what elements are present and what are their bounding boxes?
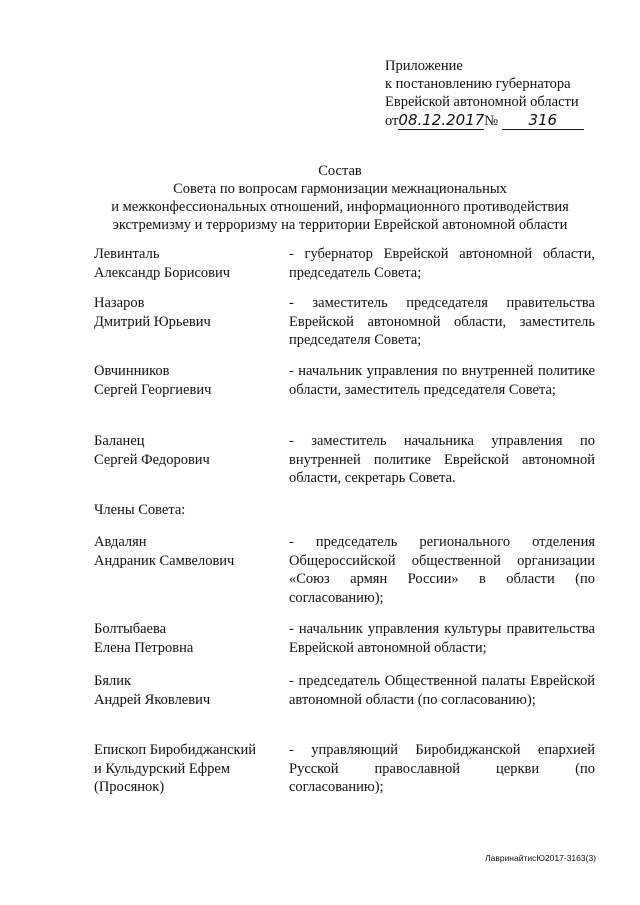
member-name: [94, 533, 274, 570]
member-name: [94, 432, 274, 469]
member-role: - заместитель председателя правительства Еврейской автономной области, заместитель председателя Совета;: [289, 295, 595, 348]
member-name-extra: (Просянок): [94, 779, 165, 795]
member-surname: Бялик: [94, 673, 132, 689]
member-role: - заместитель начальника управления по внутренней политике Еврейской автономной области, секретарь Совета.: [289, 433, 595, 486]
member-surname: Овчинников: [94, 363, 170, 379]
appendix-line-1: Приложение: [385, 58, 463, 74]
member-surname: Левинталь: [94, 246, 160, 262]
member-given-names: и Кульдурский Ефрем: [94, 760, 231, 777]
member-role: - председатель регионального отделения Общероссийской общественной организации «Союз армян России» в области (по согласованию);: [289, 534, 595, 606]
member-role: - управляющий Биробиджанской епархией Русской православной церкви (по согласованию);: [289, 742, 595, 795]
appendix-line-3: Еврейской автономной области: [385, 94, 579, 110]
appendix-line-2: к постановлению губернатора: [385, 76, 571, 92]
member-surname: Епископ Биробиджанский: [94, 742, 257, 758]
title-line-1: Состав: [318, 163, 362, 179]
members-heading: Члены Совета:: [94, 502, 186, 518]
member-surname: Назаров: [94, 295, 145, 311]
appendix-block: [385, 57, 584, 130]
member-surname: Болтыбаева: [94, 621, 167, 637]
member-name: [94, 294, 274, 331]
member-given-names: Сергей Георгиевич: [94, 381, 212, 398]
title-line-3: и межконфессиональных отношений, информационного противодействия: [111, 199, 569, 215]
member-role: - начальник управления по внутренней политике области, заместитель председателя Совета;: [289, 363, 595, 398]
member-role: - губернатор Еврейской автономной области, председатель Совета;: [289, 246, 595, 281]
title-line-4: экстремизму и терроризму на территории Еврейской автономной области: [112, 217, 568, 233]
member-surname: Баланец: [94, 433, 145, 449]
member-given-names: Елена Петровна: [94, 639, 194, 656]
member-name: [94, 741, 274, 797]
document-title: [70, 162, 610, 234]
document-footer-code: ЛавринайтисЮ2017-3163(3): [485, 853, 596, 863]
handwritten-date: 08.12.2017: [398, 111, 485, 129]
member-name: [94, 672, 274, 709]
member-given-names: Сергей Федорович: [94, 451, 210, 468]
member-given-names: Александр Борисович: [94, 264, 231, 281]
member-role: - председатель Общественной палаты Еврейской автономной области (по согласованию);: [289, 673, 595, 708]
member-role: - начальник управления культуры правительства Еврейской автономной области;: [289, 621, 595, 656]
member-given-names: Дмитрий Юрьевич: [94, 313, 211, 330]
member-given-names: Андрей Яковлевич: [94, 691, 211, 708]
member-given-names: Андраник Самвелович: [94, 552, 235, 569]
member-surname: Авдалян: [94, 534, 147, 550]
member-name: [94, 362, 274, 399]
member-name: [94, 245, 274, 282]
appendix-date-line: [385, 111, 584, 130]
title-line-2: Совета по вопросам гармонизации межнациональных: [173, 181, 507, 197]
date-prefix: от: [385, 113, 399, 129]
handwritten-number: 316: [502, 111, 584, 130]
number-prefix: №: [484, 113, 499, 129]
member-name: [94, 620, 274, 657]
